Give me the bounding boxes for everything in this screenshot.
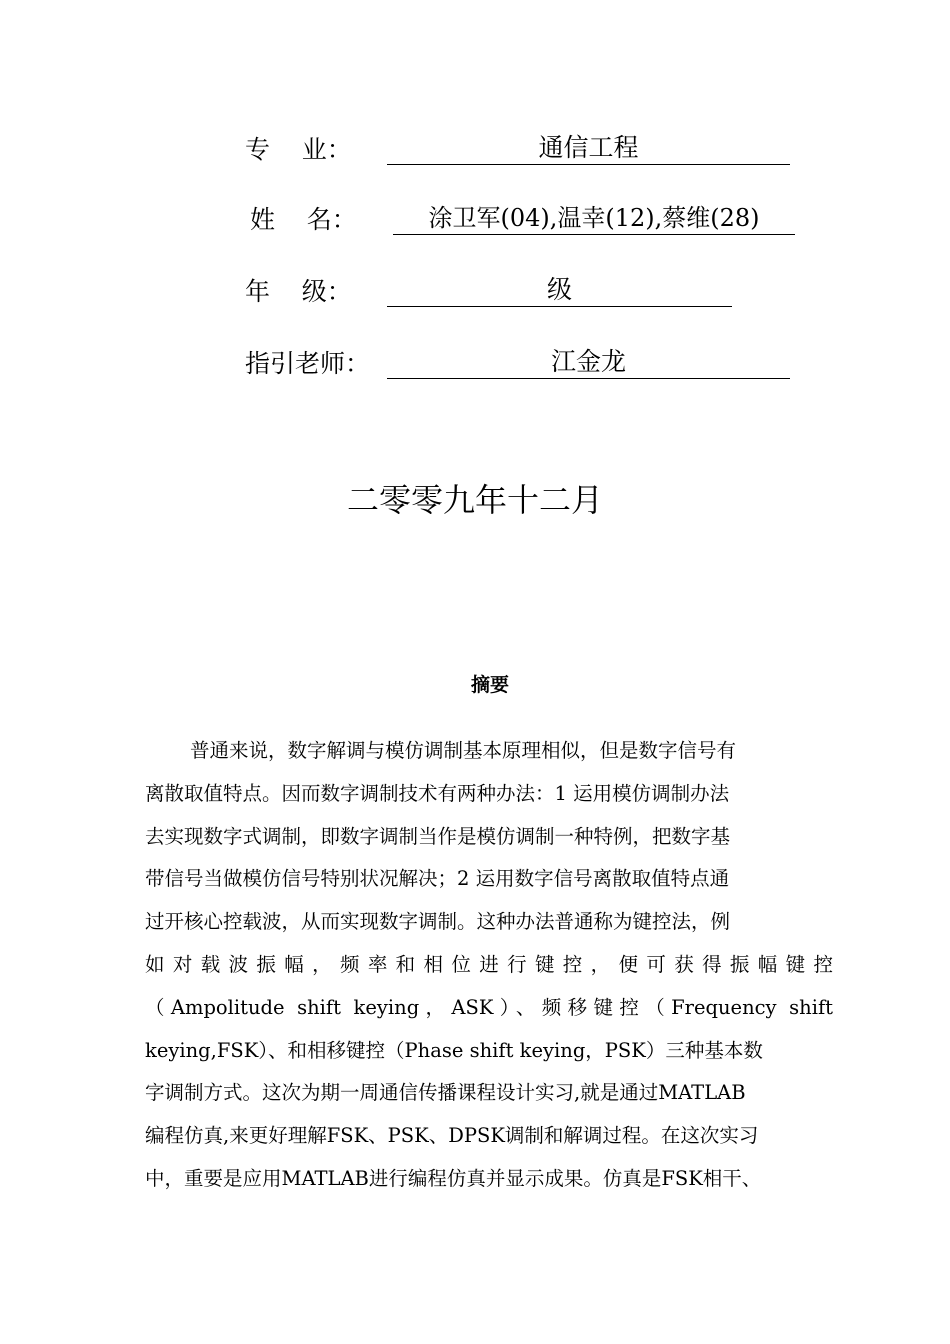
abstract-line: 如对载波振幅，频率和相位进行键控，便可获得振幅键控 (145, 952, 833, 976)
info-value-major: 通信工程 (387, 133, 790, 165)
info-value-name: 涂卫军(04),温幸(12),蔡维(28) (393, 203, 795, 235)
abstract-line: 编程仿真,来更好理解FSK、PSK、DPSK调制和解调过程。在这次实习 (145, 1124, 759, 1148)
abstract-line: 字调制方式。这次为期一周通信传播课程设计实习,就是通过MATLAB (145, 1081, 746, 1105)
abstract-line: 带信号当做模仿信号特别状况解决；2 运用数字信号离散取值特点通 (145, 867, 730, 891)
abstract-line: （Ampolitude shift keying，ASK）、频移键控（Frequency shift (145, 995, 833, 1019)
abstract-line: 过开核心控载波，从而实现数字调制。这种办法普通称为键控法，例 (145, 910, 731, 934)
abstract-body (145, 730, 833, 1201)
info-value-grade: 级 (387, 275, 732, 307)
info-label-grade: 年 级： (245, 277, 352, 306)
abstract-line: 去实现数字式调制，即数字调制当作是模仿调制一种特例，把数字基 (145, 824, 731, 848)
info-value-advisor: 江金龙 (387, 347, 790, 379)
abstract-line: 中，重要是应用MATLAB进行编程仿真并显示成果。仿真是FSK相干、 (145, 1166, 762, 1190)
info-label-major: 专 业： (245, 135, 352, 164)
info-label-name: 姓 名： (250, 205, 357, 234)
abstract-line: 离散取值特点。因而数字调制技术有两种办法：1 运用模仿调制办法 (145, 781, 730, 805)
abstract-line: 普通来说，数字解调与模仿调制基本原理相似，但是数字信号有 (190, 739, 737, 762)
abstract-heading: 摘要 (470, 674, 509, 696)
abstract-line: keying,FSK）、和相移键控（Phase shift keying，PSK）三种基本数 (145, 1038, 763, 1062)
info-label-advisor: 指引老师： (245, 349, 371, 378)
document-date: 二零零九年十二月 (346, 481, 603, 519)
